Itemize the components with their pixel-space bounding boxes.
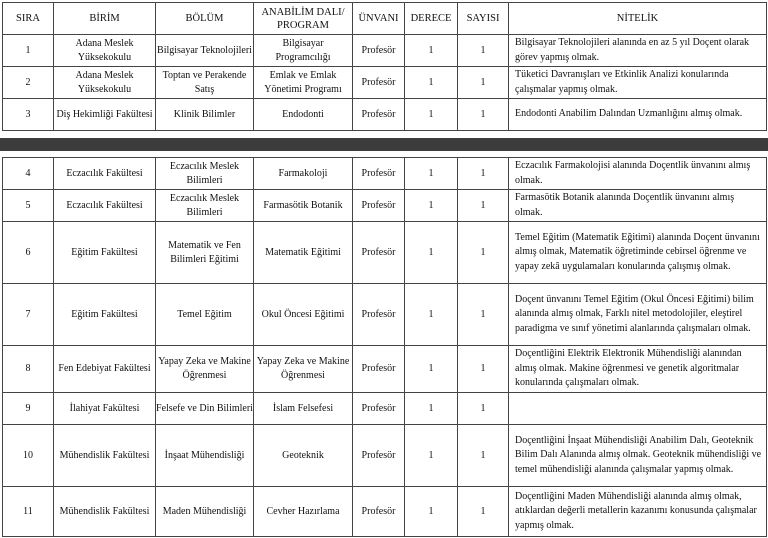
cell-anabilim: Farmasötik Botanik <box>254 190 353 222</box>
cell-birim: Adana Meslek Yüksekokulu <box>54 67 156 99</box>
cell-unvan: Profesör <box>353 99 405 131</box>
cell-sayisi: 1 <box>458 284 509 346</box>
cell-birim: İlahiyat Fakültesi <box>54 393 156 425</box>
cell-derece: 1 <box>405 284 458 346</box>
cell-nitelik: Bilgisayar Teknolojileri alanında en az 5 yıl Doçent olarak görev yapmış olmak. <box>509 35 767 67</box>
cell-sira: 6 <box>3 222 54 284</box>
cell-nitelik: Endodonti Anabilim Dalından Uzmanlığını almış olmak. <box>509 99 767 131</box>
cell-unvan: Profesör <box>353 190 405 222</box>
cell-sayisi: 1 <box>458 35 509 67</box>
cell-anabilim: Geoteknik <box>254 425 353 487</box>
cell-bolum: Bilgisayar Teknolojileri <box>156 35 254 67</box>
cell-derece: 1 <box>405 99 458 131</box>
cell-derece: 1 <box>405 425 458 487</box>
table-row <box>3 284 767 346</box>
cell-sira: 9 <box>3 393 54 425</box>
page-separator <box>0 138 768 151</box>
cell-derece: 1 <box>405 158 458 190</box>
positions-table-page-2 <box>2 157 767 537</box>
cell-anabilim: Endodonti <box>254 99 353 131</box>
cell-unvan: Profesör <box>353 35 405 67</box>
cell-birim: Mühendislik Fakültesi <box>54 487 156 537</box>
cell-anabilim: İslam Felsefesi <box>254 393 353 425</box>
cell-bolum: Yapay Zeka ve Makine Öğrenmesi <box>156 346 254 393</box>
header-sayisi: SAYISI <box>458 3 509 35</box>
cell-anabilim: Farmakoloji <box>254 158 353 190</box>
cell-bolum: Maden Mühendisliği <box>156 487 254 537</box>
cell-birim: Eğitim Fakültesi <box>54 222 156 284</box>
cell-birim: Eczacılık Fakültesi <box>54 190 156 222</box>
cell-sira: 10 <box>3 425 54 487</box>
cell-birim: Eczacılık Fakültesi <box>54 158 156 190</box>
cell-sayisi: 1 <box>458 346 509 393</box>
cell-anabilim: Matematik Eğitimi <box>254 222 353 284</box>
cell-birim: Diş Hekimliği Fakültesi <box>54 99 156 131</box>
cell-anabilim: Bilgisayar Programcılığı <box>254 35 353 67</box>
cell-sira: 8 <box>3 346 54 393</box>
cell-bolum: İnşaat Mühendisliği <box>156 425 254 487</box>
cell-sira: 7 <box>3 284 54 346</box>
cell-bolum: Toptan ve Perakende Satış <box>156 67 254 99</box>
cell-derece: 1 <box>405 393 458 425</box>
cell-unvan: Profesör <box>353 158 405 190</box>
cell-sayisi: 1 <box>458 67 509 99</box>
cell-unvan: Profesör <box>353 487 405 537</box>
cell-unvan: Profesör <box>353 284 405 346</box>
cell-birim: Eğitim Fakültesi <box>54 284 156 346</box>
table-row <box>3 67 767 99</box>
table-row <box>3 190 767 222</box>
header-birim: BİRİM <box>54 3 156 35</box>
cell-derece: 1 <box>405 222 458 284</box>
table-row <box>3 346 767 393</box>
cell-nitelik: Temel Eğitim (Matematik Eğitimi) alanında Doçent ünvanını almış olmak, Matematik öğretiminde cebirsel öğrenme ve yapay zekâ uygulamaları konularında çalışmış olmak. <box>509 222 767 284</box>
header-nitelik: NİTELİK <box>509 3 767 35</box>
cell-sayisi: 1 <box>458 99 509 131</box>
cell-nitelik <box>509 393 767 425</box>
cell-sayisi: 1 <box>458 425 509 487</box>
header-bolum: BÖLÜM <box>156 3 254 35</box>
table-row <box>3 487 767 537</box>
cell-birim: Adana Meslek Yüksekokulu <box>54 35 156 67</box>
cell-anabilim: Okul Öncesi Eğitimi <box>254 284 353 346</box>
cell-birim: Mühendislik Fakültesi <box>54 425 156 487</box>
cell-sayisi: 1 <box>458 393 509 425</box>
cell-derece: 1 <box>405 346 458 393</box>
header-derece: DERECE <box>405 3 458 35</box>
cell-sira: 3 <box>3 99 54 131</box>
cell-derece: 1 <box>405 67 458 99</box>
cell-nitelik: Eczacılık Farmakolojisi alanında Doçentlik ünvanını almış olmak. <box>509 158 767 190</box>
cell-bolum: Eczacılık Meslek Bilimleri <box>156 158 254 190</box>
cell-unvan: Profesör <box>353 67 405 99</box>
cell-bolum: Felsefe ve Din Bilimleri <box>156 393 254 425</box>
cell-unvan: Profesör <box>353 425 405 487</box>
cell-sira: 2 <box>3 67 54 99</box>
cell-derece: 1 <box>405 35 458 67</box>
cell-nitelik: Doçentliğini Elektrik Elektronik Mühendisliği alanından almış olmak. Makine öğrenmesi ve genetik algoritmalar konularında çalışmaları olmak. <box>509 346 767 393</box>
header-row <box>3 3 767 35</box>
table-row <box>3 222 767 284</box>
header-sira: SIRA <box>3 3 54 35</box>
table-row <box>3 425 767 487</box>
cell-sayisi: 1 <box>458 190 509 222</box>
cell-birim: Fen Edebiyat Fakültesi <box>54 346 156 393</box>
header-anabilim: ANABİLİM DALI/ PROGRAM <box>254 3 353 35</box>
cell-nitelik: Doçent ünvanını Temel Eğitim (Okul Öncesi Eğitimi) bilim alanında almış olmak, Farklı nitel metodolojiler, eleştirel paradigma ve sınıf yönetimi alanlarında çalışmaları olmak. <box>509 284 767 346</box>
table-row <box>3 99 767 131</box>
header-unvan: ÜNVANI <box>353 3 405 35</box>
cell-nitelik: Doçentliğini İnşaat Mühendisliği Anabilim Dalı, Geoteknik Bilim Dalı Alanında almış olmak. Geoteknik mühendisliği ve temel mühendisliği alanında çalışmalar yapmış olmak. <box>509 425 767 487</box>
cell-anabilim: Yapay Zeka ve Makine Öğrenmesi <box>254 346 353 393</box>
positions-table-page-1 <box>2 2 767 131</box>
cell-sira: 4 <box>3 158 54 190</box>
cell-sayisi: 1 <box>458 487 509 537</box>
table-row <box>3 393 767 425</box>
table-row <box>3 35 767 67</box>
cell-anabilim: Cevher Hazırlama <box>254 487 353 537</box>
table-row <box>3 158 767 190</box>
cell-nitelik: Farmasötik Botanik alanında Doçentlik ünvanını almış olmak. <box>509 190 767 222</box>
cell-nitelik: Doçentliğini Maden Mühendisliği alanında almış olmak, atıklardan değerli metallerin kazanımı konusunda çalışmalar yapmış olmak. <box>509 487 767 537</box>
cell-unvan: Profesör <box>353 222 405 284</box>
cell-unvan: Profesör <box>353 393 405 425</box>
cell-anabilim: Emlak ve Emlak Yönetimi Programı <box>254 67 353 99</box>
cell-nitelik: Tüketici Davranışları ve Etkinlik Analizi konularında çalışmalar yapmış olmak. <box>509 67 767 99</box>
cell-bolum: Eczacılık Meslek Bilimleri <box>156 190 254 222</box>
cell-sira: 11 <box>3 487 54 537</box>
cell-bolum: Klinik Bilimler <box>156 99 254 131</box>
cell-bolum: Temel Eğitim <box>156 284 254 346</box>
cell-sayisi: 1 <box>458 222 509 284</box>
cell-sayisi: 1 <box>458 158 509 190</box>
cell-derece: 1 <box>405 487 458 537</box>
cell-unvan: Profesör <box>353 346 405 393</box>
cell-derece: 1 <box>405 190 458 222</box>
cell-bolum: Matematik ve Fen Bilimleri Eğitimi <box>156 222 254 284</box>
cell-sira: 5 <box>3 190 54 222</box>
cell-sira: 1 <box>3 35 54 67</box>
